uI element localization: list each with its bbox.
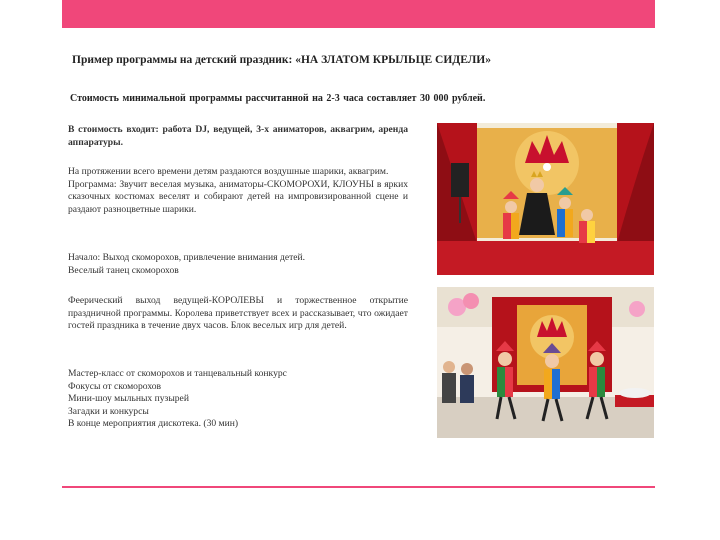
activity-item: Мастер-класс от скоморохов и танцевальный конкурс [68,368,287,379]
price-line: Стоимость минимальной программы рассчитанной на 2-3 часа составляет 30 000 рублей. [70,93,486,104]
includes-text: В стоимость входит: работа DJ, ведущей, 3-х аниматоров, аквагрим, аренда аппаратуры. [68,124,408,148]
activity-item: В конце мероприятия дискотека. (30 мин) [68,418,239,429]
event-photo-dance [437,287,654,438]
queen-block [68,295,408,333]
top-accent-bar [62,0,655,28]
slide-title: Пример программы на детский праздник: «НА ЗЛАТОМ КРЫЛЬЦЕ СИДЕЛИ» [72,54,491,66]
activities-list [68,368,408,431]
balloons-text: На протяжении всего времени детям раздаются воздушные шарики, аквагрим. [68,166,389,177]
activity-item: Загадки и конкурсы [68,405,149,417]
activity-item: Мини-шоу мыльных пузырей [68,393,189,404]
event-photo-throne [437,123,654,275]
program-text: Программа: Звучит веселая музыка, аниматоры-СКОМОРОХИ, КЛОУНЫ в ярких сказочных костюмах веселят и собирают детей на импровизированной сцене и раздают разноцветные шарики. [68,178,408,215]
start-line: Начало: Выход скоморохов, привлечение внимания детей. [68,252,306,263]
dance-line: Веселый танец скоморохов [68,264,179,276]
includes-paragraph [68,124,408,149]
bottom-accent-line [62,486,655,488]
activity-item: Фокусы от скоморохов [68,380,162,392]
start-block [68,252,408,277]
program-intro-block [68,166,408,216]
queen-text: Феерический выход ведущей-КОРОЛЕВЫ и торжественное открытие праздничной программы. Королева приветствует всех и рассказывает, что ожидает гостей праздника в течение двух часов. Блок веселых игр для детей. [68,295,408,331]
